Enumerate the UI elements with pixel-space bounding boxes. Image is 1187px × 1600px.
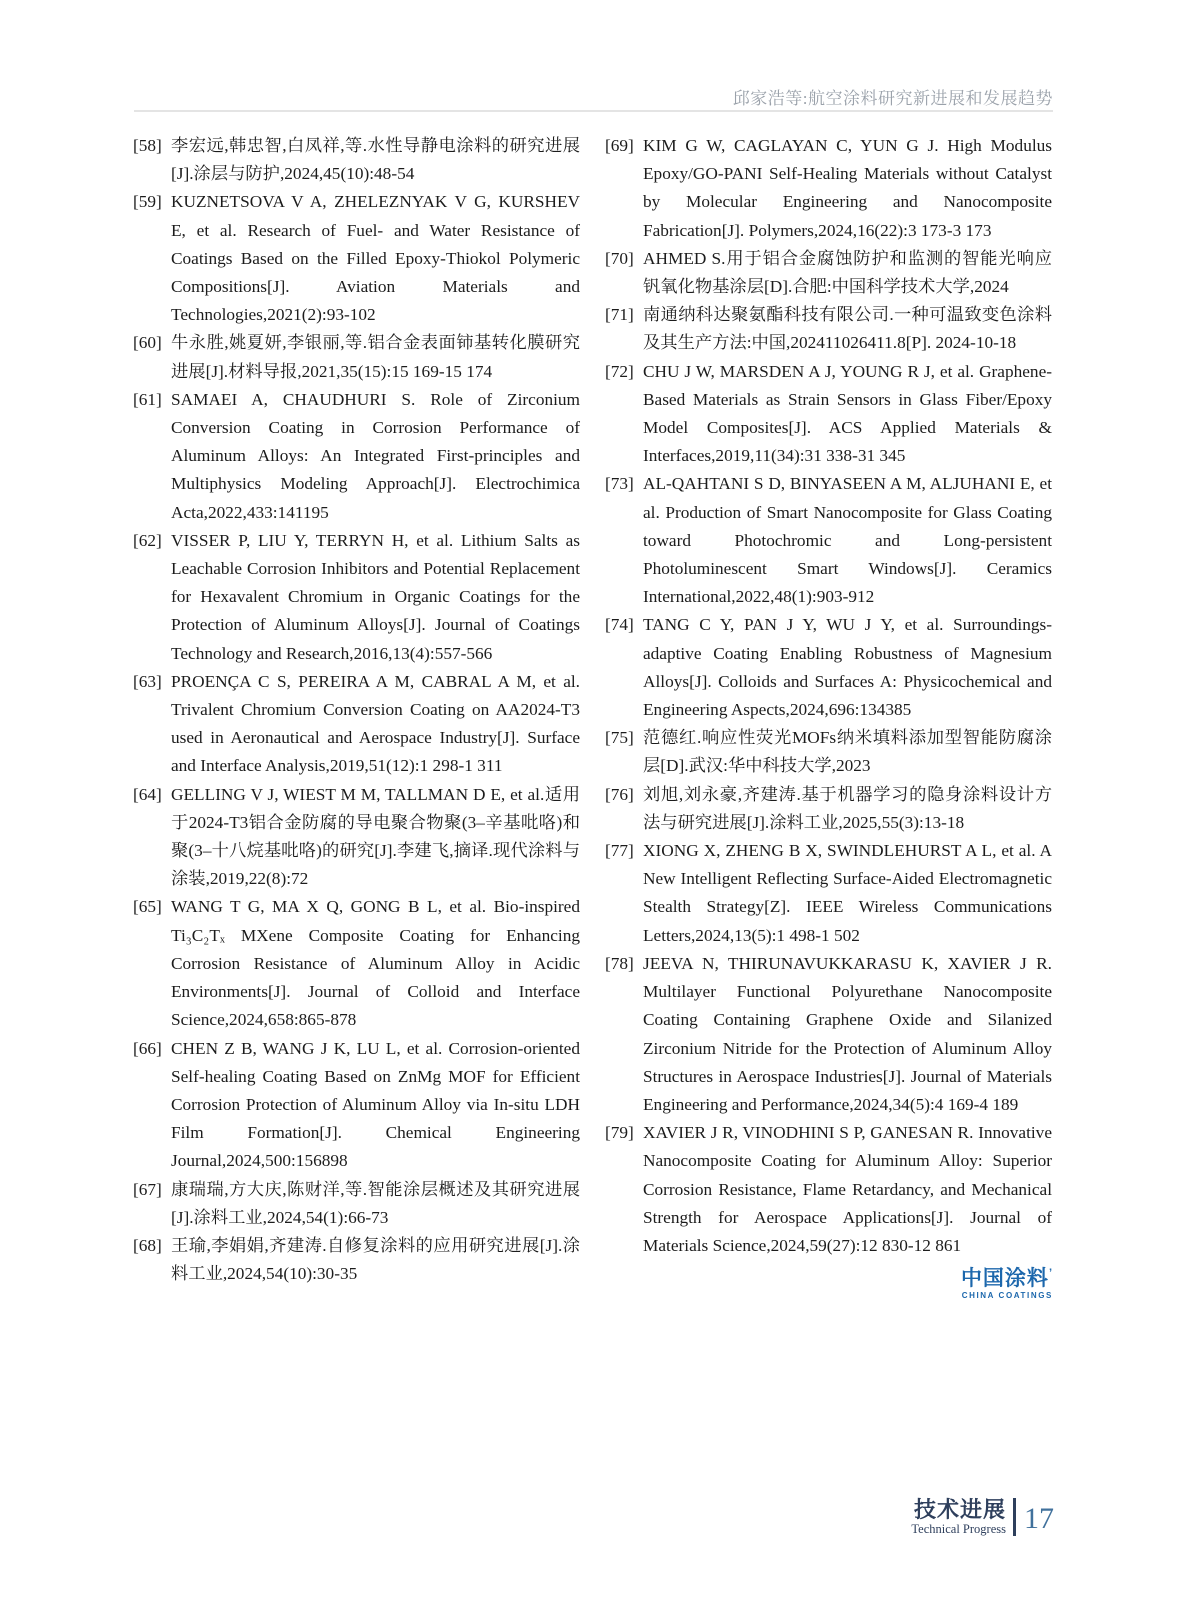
reference-item xyxy=(605,781,1052,837)
reference-text: 李宏远,韩忠智,白凤祥,等.水性导静电涂料的研究进展[J].涂层与防护,2024,45(10):48-54 xyxy=(171,136,580,184)
header-rule xyxy=(134,110,1053,112)
logo-wordmark xyxy=(961,1268,1053,1289)
reference-item xyxy=(605,301,1052,357)
reference-text: VISSER P, LIU Y, TERRYN H, et al. Lithium Salts as Leachable Corrosion Inhibitors and Potential Replacement for Hexavalent Chromium in Organic Coatings for the Protection of Aluminum Alloys[J]. Journal of Coatings Technology and Research,2016,13(4):557-566 xyxy=(171,530,580,663)
reference-item xyxy=(133,1176,580,1232)
reference-text: AHMED S.用于铝合金腐蚀防护和监测的智能光响应钒氧化物基涂层[D].合肥:中国科学技术大学,2024 xyxy=(643,248,1052,297)
reference-number: [74] xyxy=(605,615,634,635)
reference-number: [66] xyxy=(133,1038,162,1058)
reference-number: [61] xyxy=(133,389,162,409)
reference-number: [71] xyxy=(605,305,634,325)
reference-number: [78] xyxy=(605,953,634,973)
reference-item xyxy=(133,527,580,668)
reference-item xyxy=(133,1035,580,1176)
footer-divider-bar xyxy=(1013,1498,1016,1536)
reference-text: PROENÇA C S, PEREIRA A M, CABRAL A M, et al. Trivalent Chromium Conversion Coating on AA2024-T3 used in Aeronautical and Aerospace Industry[J]. Surface and Interface Analysis,2019,51(12):1 298-1 311 xyxy=(171,671,580,776)
running-header xyxy=(134,84,1053,109)
reference-number: [63] xyxy=(133,671,162,691)
reference-item xyxy=(605,132,1052,245)
references-column-right xyxy=(605,132,1052,1260)
footer-section-title xyxy=(911,1498,1006,1537)
reference-item xyxy=(133,668,580,781)
logo-text-cn: 中国涂料 xyxy=(960,1267,1049,1290)
logo-text-en: CHINA COATINGS xyxy=(961,1291,1053,1300)
china-coatings-logo xyxy=(961,1268,1053,1300)
footer-section-cn: 技术进展 xyxy=(913,1497,1006,1522)
reference-number: [67] xyxy=(133,1179,162,1199)
reference-number: [62] xyxy=(133,530,162,550)
reference-number: [72] xyxy=(605,361,634,381)
reference-text: 牛永胜,姚夏妍,李银丽,等.铝合金表面铈基转化膜研究进展[J].材料导报,2021,35(15):15 169-15 174 xyxy=(171,333,580,381)
reference-item xyxy=(605,950,1052,1119)
page-footer xyxy=(911,1498,1054,1537)
reference-text: 南通纳科达聚氨酯科技有限公司.一种可温致变色涂料及其生产方法:中国,202411026411.8[P]. 2024-10-18 xyxy=(643,305,1052,353)
reference-text: JEEVA N, THIRUNAVUKKARASU K, XAVIER J R. Multilayer Functional Polyurethane Nanocomposite Coating Containing Graphene Oxide and Silanized Zirconium Nitride for the Protection of Aluminum Alloy Structures in Aerospace Industries[J]. Journal of Materials Engineering and Performance,2024,34(5):4 169-4 189 xyxy=(643,953,1052,1114)
reference-item xyxy=(133,329,580,385)
reference-text: XIONG X, ZHENG B X, SWINDLEHURST A L, et al. A New Intelligent Reflecting Surface-Aided Electromagnetic Stealth Strategy[Z]. IEEE Wireless Communications Letters,2024,13(5):1 498-1 502 xyxy=(643,841,1052,945)
running-header-title: 邱家浩等:航空涂料研究新进展和发展趋势 xyxy=(732,89,1053,108)
reference-text: WANG T G, MA X Q, GONG B L, et al. Bio-inspired Ti₃C₂Tₓ MXene Composite Coating for Enhancing Corrosion Resistance of Aluminum Alloy in Acidic Environments[J]. Journal of Colloid and Interface Science,2024,658:865-878 xyxy=(171,897,580,1030)
reference-text: 范德红.响应性荧光MOFs纳米填料添加型智能防腐涂层[D].武汉:华中科技大学,2023 xyxy=(643,728,1052,776)
reference-text: 刘旭,刘永豪,齐建涛.基于机器学习的隐身涂料设计方法与研究进展[J].涂料工业,2025,55(3):13-18 xyxy=(643,784,1052,832)
reference-number: [69] xyxy=(605,136,634,155)
reference-text: KIM G W, CAGLAYAN C, YUN G J. High Modulus Epoxy/GO-PANI Self-Healing Materials without Catalyst by Molecular Engineering and Nanocomposite Fabrication[J]. Polymers,2024,16(22):3 173-3 173 xyxy=(643,136,1052,240)
reference-text: CHEN Z B, WANG J K, LU L, et al. Corrosion-oriented Self-healing Coating Based on ZnMg MOF for Efficient Corrosion Protection of Aluminum Alloy via In-situ LDH Film Formation[J]. Chemical Engineering Journal,2024,500:156898 xyxy=(171,1038,580,1171)
reference-text: TANG C Y, PAN J Y, WU J Y, et al. Surroundings-adaptive Coating Enabling Robustness of Magnesium Alloys[J]. Colloids and Surfaces A: Physicochemical and Engineering Aspects,2024,696:134385 xyxy=(643,615,1052,720)
reference-number: [79] xyxy=(605,1123,634,1143)
reference-item xyxy=(605,1119,1052,1260)
reference-number: [64] xyxy=(133,784,162,804)
reference-item xyxy=(133,386,580,527)
reference-item xyxy=(133,781,580,894)
footer-section-en: Technical Progress xyxy=(911,1522,1006,1537)
reference-number: [65] xyxy=(133,897,162,917)
reference-item xyxy=(133,188,580,329)
reference-text: AL-QAHTANI S D, BINYASEEN A M, ALJUHANI E, et al. Production of Smart Nanocomposite for Glass Coating toward Photochromic and Long-persistent Photoluminescent Smart Windows[J]. Ceramics International,2022,48(1):903-912 xyxy=(643,474,1052,607)
reference-number: [59] xyxy=(133,192,162,212)
reference-item xyxy=(133,132,580,188)
reference-item xyxy=(605,611,1052,724)
reference-number: [68] xyxy=(133,1235,162,1255)
reference-item xyxy=(133,1232,580,1288)
reference-number: [77] xyxy=(605,841,634,861)
reference-item xyxy=(605,724,1052,780)
reference-number: [70] xyxy=(605,248,634,268)
reference-item xyxy=(605,470,1052,611)
reference-item xyxy=(605,358,1052,471)
reference-text: GELLING V J, WIEST M M, TALLMAN D E, et al.适用于2024-T3铝合金防腐的导电聚合物聚(3–辛基吡咯)和聚(3–十八烷基吡咯)的研究[J].李建飞,摘译.现代涂料与涂装,2019,22(8):72 xyxy=(171,784,580,889)
reference-item xyxy=(605,245,1052,301)
reference-number: [60] xyxy=(133,333,162,353)
reference-text: XAVIER J R, VINODHINI S P, GANESAN R. Innovative Nanocomposite Coating for Aluminum Alloy: Superior Corrosion Resistance, Flame Retardancy, and Mechanical Strength for Aerospace Applications[J]. Journal of Materials Science,2024,59(27):12 830-12 861 xyxy=(643,1123,1052,1255)
page-number: 17 xyxy=(1024,1502,1054,1536)
references-column-left xyxy=(133,132,580,1288)
reference-text: CHU J W, MARSDEN A J, YOUNG R J, et al. Graphene-Based Materials as Strain Sensors in Glass Fiber/Epoxy Model Composites[J]. ACS Applied Materials & Interfaces,2019,11(34):31 338-31 345 xyxy=(643,361,1052,466)
reference-text: KUZNETSOVA V A, ZHELEZNYAK V G, KURSHEV E, et al. Research of Fuel- and Water Resistance of Coatings Based on the Filled Epoxy-Thiokol Polymeric Compositions[J]. Aviation Materials and Technologies,2021(2):93-102 xyxy=(171,192,580,325)
reference-text: SAMAEI A, CHAUDHURI S. Role of Zirconium Conversion Coating in Corrosion Performance of Aluminum Alloys: An Integrated First-principles and Multiphysics Modeling Approach[J]. Electrochimica Acta,2022,433:141195 xyxy=(171,389,580,522)
reference-text: 康瑞瑞,方大庆,陈财洋,等.智能涂层概述及其研究进展[J].涂料工业,2024,54(1):66-73 xyxy=(171,1179,580,1227)
reference-number: [58] xyxy=(133,136,162,155)
logo-trademark-mark: ’ xyxy=(1048,1267,1053,1279)
reference-number: [73] xyxy=(605,474,634,494)
reference-item xyxy=(133,893,580,1034)
reference-number: [75] xyxy=(605,728,634,748)
reference-number: [76] xyxy=(605,784,634,804)
reference-item xyxy=(605,837,1052,950)
reference-text: 王瑜,李娟娟,齐建涛.自修复涂料的应用研究进展[J].涂料工业,2024,54(10):30-35 xyxy=(171,1235,580,1284)
